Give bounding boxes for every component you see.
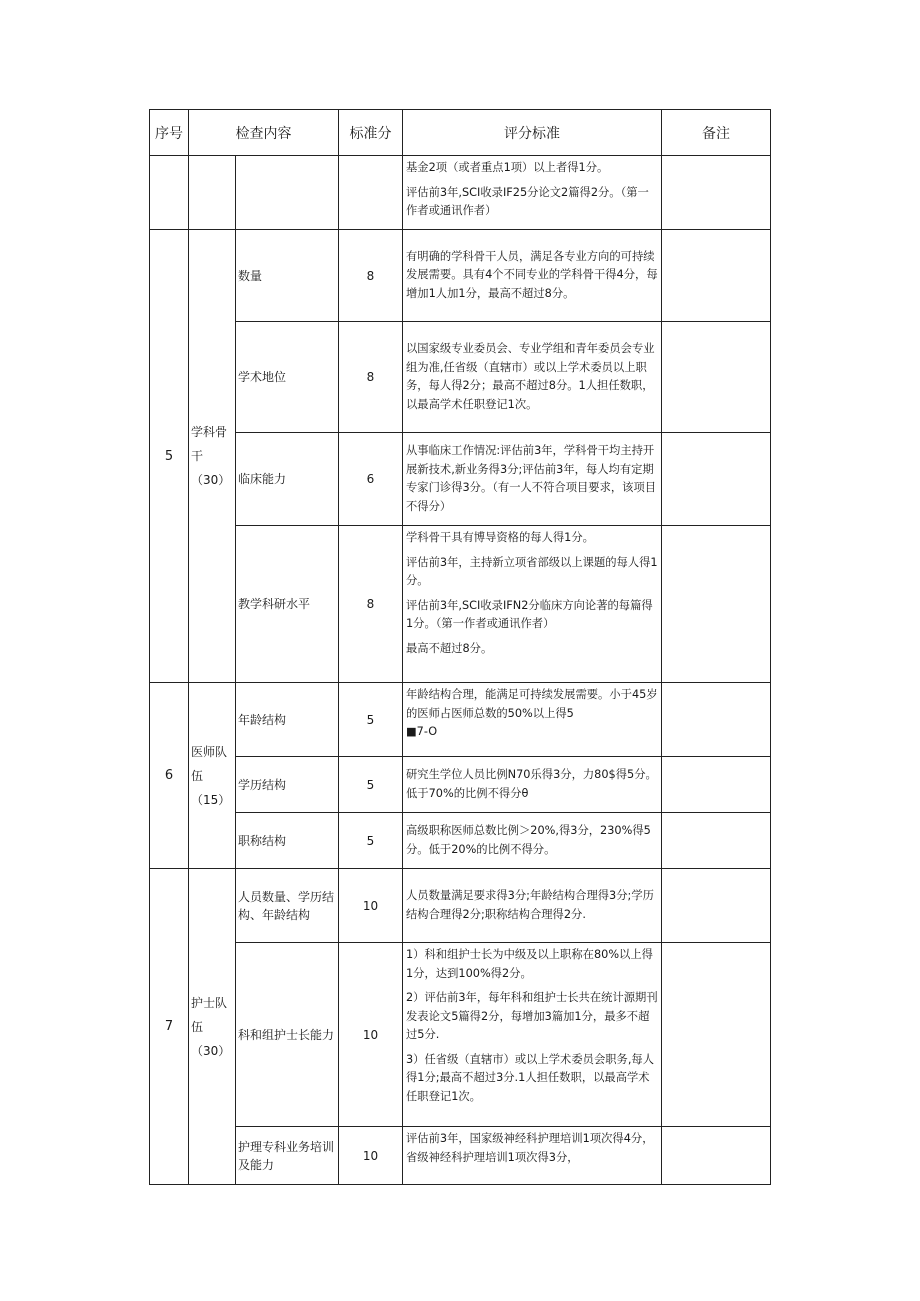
table-row (150, 683, 771, 757)
note-cell (662, 1127, 771, 1185)
table-row (150, 813, 771, 869)
criteria-line: 以国家级专业委员会、专业学组和青年委员会专业组为准,任省级（直辖市）或以上学术委员以上职务，每人得2分；最高不超过8分。1人担任数职，以最高学术任职登记1次。 (406, 342, 655, 411)
criteria-line: 评估前3年,SCI收录IFN2分临床方向论著的每篇得1分。（第一作者或通讯作者） (406, 598, 653, 630)
item-score: 8 (339, 230, 403, 322)
criteria-cell (403, 757, 662, 813)
item-score: 8 (339, 526, 403, 683)
table-row (150, 526, 771, 683)
criteria-cell (403, 433, 662, 526)
note-cell (662, 943, 771, 1127)
criteria-line: 从事临床工作情况:评估前3年，学科骨干均主持开展新技术,新业务得3分;评估前3年，每人均有定期专家门诊得3分。（有一人不符合项目要求，该项目不得分） (406, 444, 657, 513)
item-name: 人员数量、学历结构、年龄结构 (236, 869, 339, 943)
table-cell (339, 156, 403, 230)
table-row (150, 757, 771, 813)
header-row (150, 110, 771, 156)
criteria-line: 人员数量满足要求得3分;年龄结构合理得3分;学历结构合理得2分;职称结构合理得2分. (406, 889, 654, 921)
criteria-cell (403, 1127, 662, 1185)
criteria-line: 评估前3年，主持新立项省部级以上课题的每人得1分。 (406, 555, 658, 587)
section-category: 医师队伍（15） (189, 683, 236, 869)
criteria-cell (403, 322, 662, 433)
header-note: 备注 (662, 110, 771, 156)
note-cell (662, 526, 771, 683)
section-number: 5 (150, 230, 189, 683)
item-score: 6 (339, 433, 403, 526)
table-cell (189, 156, 236, 230)
item-name: 教学科研水平 (236, 526, 339, 683)
note-cell (662, 869, 771, 943)
item-name: 学术地位 (236, 322, 339, 433)
header-content: 检查内容 (189, 110, 339, 156)
note-cell (662, 322, 771, 433)
criteria-line: 基金2项（或者重点1项）以上者得1分。 (406, 161, 609, 174)
section-category: 护士队伍（30） (189, 869, 236, 1185)
note-cell (662, 156, 771, 230)
criteria-line: 学科骨干具有博导资格的每人得1分。 (406, 531, 594, 544)
item-score: 8 (339, 322, 403, 433)
item-score: 10 (339, 869, 403, 943)
table-row (150, 869, 771, 943)
criteria-line: 有明确的学科骨干人员，满足各专业方向的可持续发展需要。具有4个不同专业的学科骨干得4分，每增加1人加1分，最高不超过8分。 (406, 249, 658, 300)
note-cell (662, 813, 771, 869)
criteria-line: 年龄结构合理，能满足可持续发展需要。小于45岁的医师占医师总数的50%以上得5 (406, 688, 658, 720)
item-name: 科和组护士长能力 (236, 943, 339, 1127)
item-name: 年龄结构 (236, 683, 339, 757)
criteria-line: 研究生学位人员比例N70乐得3分，力80$得5分。低于70%的比例不得分θ (406, 768, 657, 800)
table-cell (236, 156, 339, 230)
item-score: 5 (339, 757, 403, 813)
criteria-line: 1）科和组护士长为中级及以上职称在80%以上得1分，达到100%得2分。 (406, 948, 653, 980)
table-cell (150, 156, 189, 230)
evaluation-table (149, 109, 771, 1185)
table-row (150, 1127, 771, 1185)
criteria-cell (403, 869, 662, 943)
item-score: 5 (339, 813, 403, 869)
continuation-row (150, 156, 771, 230)
note-cell (662, 433, 771, 526)
section-number: 6 (150, 683, 189, 869)
header-score: 标准分 (339, 110, 403, 156)
criteria-cell (403, 943, 662, 1127)
item-name: 临床能力 (236, 433, 339, 526)
item-score: 10 (339, 1127, 403, 1185)
section-category: 学科骨干（30） (189, 230, 236, 683)
note-cell (662, 683, 771, 757)
item-name: 数量 (236, 230, 339, 322)
note-cell (662, 230, 771, 322)
item-name: 护理专科业务培训及能力 (236, 1127, 339, 1185)
criteria-line: 3）任省级（直辖市）或以上学术委员会职务,每人得1分;最高不超过3分.1人担任数职，以最高学术任职登记1次。 (406, 1052, 655, 1103)
section-number: 7 (150, 869, 189, 1185)
criteria-cell (403, 230, 662, 322)
criteria-line: 最高不超过8分。 (406, 641, 493, 655)
header-criteria: 评分标准 (403, 110, 662, 156)
criteria-line: 评估前3年,SCI收录IF25分论文2篇得2分。（第一作者或通讯作者） (406, 185, 649, 217)
item-name: 学历结构 (236, 757, 339, 813)
criteria-line: 高级职称医师总数比例＞20%,得3分，230%得5分。低于20%的比例不得分。 (406, 824, 651, 856)
criteria-cell (403, 813, 662, 869)
table-row (150, 943, 771, 1127)
table-row (150, 322, 771, 433)
criteria-cell (403, 526, 662, 683)
item-score: 10 (339, 943, 403, 1127)
header-no: 序号 (150, 110, 189, 156)
criteria-cell (403, 156, 662, 230)
table-row (150, 230, 771, 322)
criteria-line: 2）评估前3年，每年科和组护士长共在统计源期刊发表论文5篇得2分，每增加3篇加1分，最多不超过5分. (406, 991, 658, 1041)
criteria-line: ■7-O (406, 725, 438, 738)
criteria-cell (403, 683, 662, 757)
criteria-line: 评估前3年，国家级神经科护理培训1项次得4分，省级神经科护理培训1项次得3分， (406, 1132, 654, 1164)
note-cell (662, 757, 771, 813)
item-score: 5 (339, 683, 403, 757)
item-name: 职称结构 (236, 813, 339, 869)
table-row (150, 433, 771, 526)
